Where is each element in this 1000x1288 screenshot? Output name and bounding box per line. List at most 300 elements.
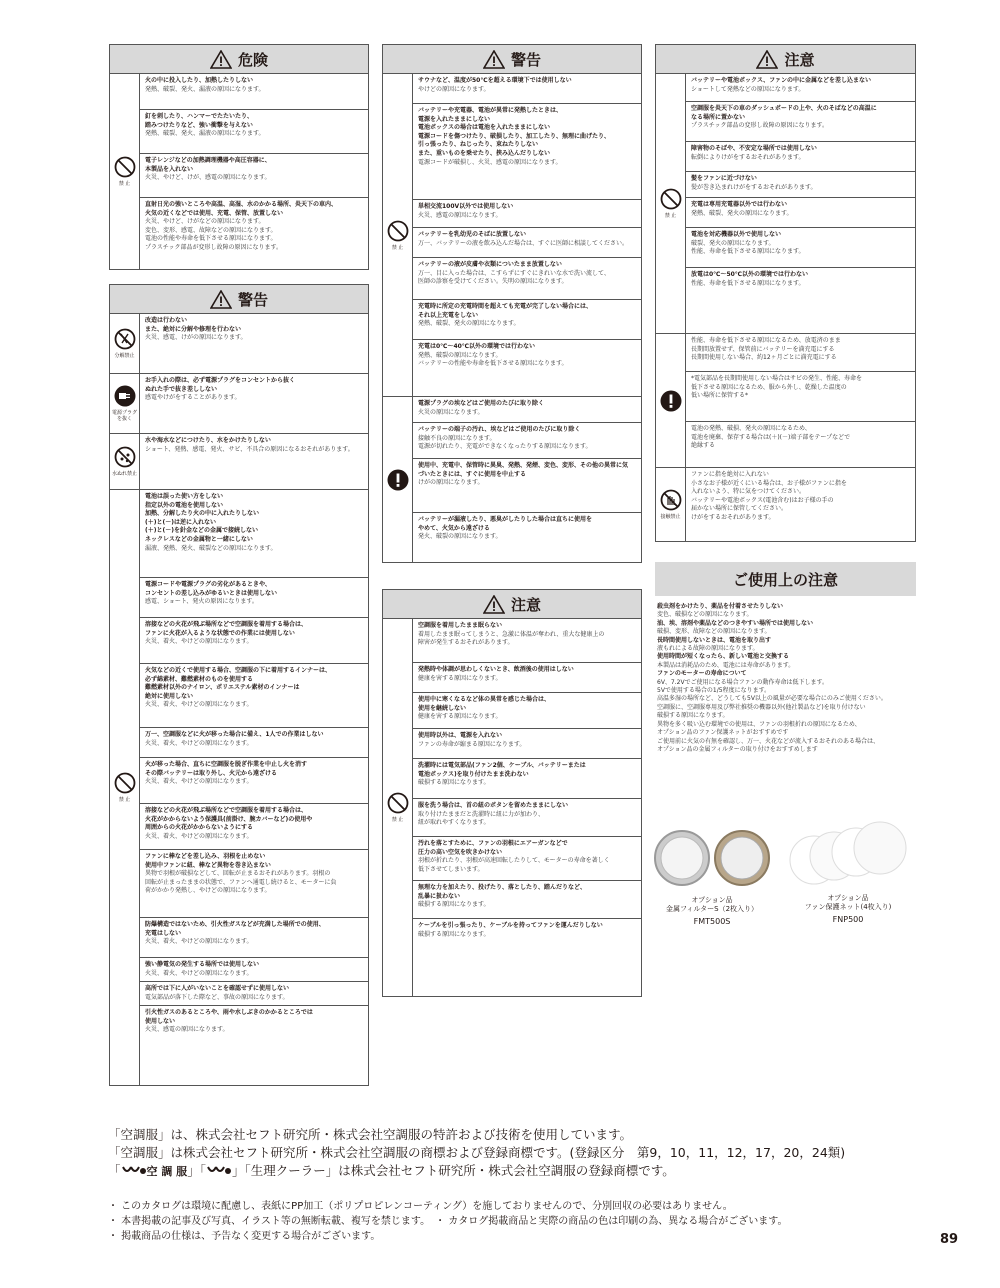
- notice-text: 性能、寿命を低下させる原因になります。: [691, 248, 805, 256]
- notice-text: 長期間使用しない場合、約12ヶ月ごとに満充電にする: [691, 354, 837, 362]
- caution-items-middle: [413, 619, 641, 996]
- notice-item: [686, 198, 915, 228]
- notice-item: [413, 74, 641, 104]
- exclamation-icon: [387, 469, 409, 491]
- notice-item: [413, 881, 641, 919]
- notice-item: [413, 837, 641, 881]
- notice-text: 感電、ショート、発火の原因になります。: [145, 598, 258, 606]
- notice-heading: 無理な力を加えたり、投げたり、落としたり、踏んだりなど、: [418, 884, 587, 891]
- notice-text: 荷がかかり発熱し、やけどの原因になります。: [145, 887, 271, 895]
- notice-heading: 電源コードや電源プラグの劣化があるときや、: [145, 581, 271, 588]
- notice-heading: 髪をファンに近づけない: [691, 175, 757, 182]
- notice-heading: バッテリーが漏液したり、悪臭がしたりした場合は直ちに使用を: [418, 516, 593, 523]
- notice-text: 漏液、発熱、発火、破裂などの原因になります。: [145, 544, 277, 552]
- symbol-label: 禁 止: [118, 181, 131, 187]
- notice-text: 火災、着火、やけどの原因になります。: [145, 701, 253, 709]
- notice-item: [413, 729, 641, 759]
- usage-text: ご使用前に火気の有無を確認し、万一、火花などが流入するおそれのある場合は、: [657, 737, 880, 745]
- notice-item: [413, 663, 641, 693]
- warning-triangle-icon: [210, 50, 232, 69]
- notice-text: 羽根が折れたり、羽根が高速回転したりして、モーターの寿命を著しく: [418, 857, 610, 865]
- notice-heading: 電子レンジなどの加熱調理機器や高圧容器に、: [145, 157, 271, 164]
- danger-section: [109, 74, 369, 270]
- notice-text: ファンの寿命が縮まる原因になります。: [418, 740, 526, 748]
- col-right: [655, 44, 916, 542]
- notice-heading: 引火性ガスのあるところや、雨や水しぶきのかかるところでは: [145, 1009, 313, 1016]
- prohibited-symbol: [110, 74, 140, 269]
- notice-heading: 火気などの近くで使用する場合、空調服の下に着用するインナーは、: [145, 667, 332, 674]
- notice-item: [686, 172, 915, 198]
- symbol-label: 禁 止: [391, 244, 404, 251]
- notice-text: ショートして発熱などの原因になります。: [691, 85, 805, 93]
- notice-heading: バッテリーや充電器、電池が異常に発熱したときは、: [418, 107, 563, 114]
- notice-heading: 改造は行わない: [145, 317, 188, 324]
- notice-heading: 空調服を炎天下の車のダッシュボードの上や、火のそばなどの高温に: [691, 105, 877, 112]
- notice-heading: 周囲からの火花がかからないようにする: [145, 824, 254, 832]
- notice-item: [140, 664, 368, 728]
- no-water-icon: [114, 446, 136, 468]
- option-label: オプション品: [827, 894, 869, 902]
- notice-item: [140, 490, 368, 578]
- notice-heading: ファンに火花が入るような状態での作業には使用しない: [145, 629, 295, 637]
- notice-text: 火災、着火、やけどの原因になります。: [145, 938, 253, 946]
- usage-title: ご使用上の注意: [655, 562, 916, 596]
- notice-text: 発熱、破裂の原因になります。: [418, 351, 502, 359]
- notice-text: *電気部品を長期間使用しない場合はサビの発生、性能、寿命を: [691, 375, 863, 382]
- notice-text: 小さなお子様が近くにいる場合は、お子様がファンに指を: [691, 479, 847, 487]
- metal-filter-image: [650, 828, 774, 888]
- notice-heading: 踏みつけたりなど、強い衝撃を与えない: [145, 121, 253, 129]
- notice-text: 火災、やけど、けが、感電の原因になります。: [145, 174, 271, 182]
- notice-heading: 充電はしない: [145, 929, 182, 937]
- notice-item: [413, 513, 641, 563]
- notice-heading: 電源プラグの埃などはご使用のたびに取り除く: [418, 400, 545, 407]
- notice-heading: 火の中に投入したり、加熱したりしない: [145, 77, 254, 84]
- usage-heading: 使用時間が短くなったら、新しい電池と交換する: [657, 653, 790, 661]
- notice-text: 破裂、発火の原因になります。: [691, 239, 775, 247]
- notice-text: けがの原因になります。: [418, 479, 484, 487]
- notice-item: [413, 340, 641, 397]
- notice-item: [140, 918, 368, 958]
- usage-text: 液もれによる故障の原因になります。: [657, 645, 759, 653]
- mandatory-symbol: [383, 397, 413, 562]
- notice-heading: サウナなど、温度が50℃を超える環境下では使用しない: [418, 77, 572, 84]
- notice-item: [686, 268, 915, 294]
- notice-text: 火災、着火、やけどの原因になります。: [145, 778, 253, 786]
- notice-heading: また、重いものを乗せたり、挟み込んだりしない: [418, 149, 551, 157]
- prohibited-icon: [660, 188, 682, 210]
- notice-item: [686, 102, 915, 142]
- notice-text: 障害が発生するおそれがあります。: [418, 639, 514, 647]
- notice-text: 火災、着火、やけどの原因になります。: [145, 832, 253, 840]
- notice-heading: 難燃素材以外のナイロン、ポリエステル素材のインナーは: [145, 684, 300, 692]
- notice-heading: 使用しない: [145, 1017, 176, 1025]
- notice-text: 取り付けたままだと洗濯時に紐に力が加わり、: [418, 810, 545, 818]
- caution-header-middle: [382, 589, 642, 619]
- notice-text: 髪が巻き込まれけがをするおそれがあります。: [691, 183, 817, 191]
- notice-text: バッテリーの性能や寿命を低下させる原因になります。: [418, 360, 568, 368]
- unplug-section: [109, 374, 369, 434]
- notice-item: [140, 758, 368, 804]
- notice-item: [140, 198, 368, 270]
- notice-heading: 火気の近くなどでは使用、充電、保管、放置しない: [145, 209, 284, 217]
- notice-heading: 電源コードを傷つけたり、破損したり、加工したり、無理に曲げたり、: [418, 132, 611, 140]
- notice-heading: 高所では下に人がいないことを確認せずに使用しない: [145, 985, 290, 992]
- usage-body: [655, 596, 916, 761]
- usage-heading: ファンのモーターの寿命について: [657, 670, 747, 678]
- notice-item: [140, 850, 368, 918]
- kuchofuku-logo-mark-icon: [206, 1165, 232, 1176]
- usage-text: 高温多湿の場所など、どうしても5V以上の風量が必要な場合にのみご使用ください。: [657, 695, 887, 703]
- option-code: FMT500S: [693, 917, 731, 926]
- notice-text: 低下させてしまいます。: [418, 865, 484, 873]
- notice-item: [140, 618, 368, 664]
- notice-item: [413, 919, 641, 945]
- notice-heading: 防爆構造ではないため、引火性ガスなどが充満した場所での使用、: [145, 921, 325, 928]
- no-water-section: [109, 434, 369, 490]
- notice-heading: 電池は誤った使い方をしない: [145, 493, 224, 500]
- notice-item: [686, 468, 915, 542]
- warning-items-middle-2: [413, 397, 641, 562]
- notice-text: 電池の発熱、破損、発火の原因になるため、: [691, 425, 811, 432]
- notice-text: 異物で羽根が破損などして、回転が止まるおそれがあります。羽根の: [145, 870, 331, 878]
- prohibited-symbol: [656, 74, 686, 333]
- notice-item: [686, 372, 915, 422]
- danger-header: [109, 44, 369, 74]
- caution-items-right-2: [686, 334, 915, 467]
- notice-item: [140, 374, 368, 434]
- notice-item: [413, 423, 641, 459]
- catalog-notes: [108, 1199, 787, 1244]
- notice-heading: 充電時に所定の充電時間を超えても充電が完了しない場合には、: [418, 303, 593, 310]
- notice-heading: 溶接などの火花が飛ぶ場所などで空調服を着用する場合は、: [145, 807, 308, 814]
- notice-item: [686, 228, 915, 268]
- notice-heading: また、絶対に分解や修理を行わない: [145, 325, 242, 333]
- kuchofuku-logo-icon: [121, 1165, 147, 1176]
- notice-heading: 使用時以外は、電源を入れない: [418, 732, 503, 739]
- warning-items-2: [140, 374, 368, 433]
- notice-heading: 溶接などの火花が飛ぶ場所などで空調服を着用する場合は、: [145, 621, 308, 628]
- notice-heading: 水や海水などにつけたり、水をかけたりしない: [145, 437, 271, 444]
- notice-heading: 充電は専用充電器以外では行わない: [691, 201, 788, 208]
- notice-text: 火災の原因になります。: [418, 408, 484, 416]
- notice-heading: バッテリーの端子の汚れ、埃などはご使用のたびに取り除く: [418, 426, 581, 433]
- warning-triangle-icon: [483, 50, 505, 69]
- notice-heading: 引っ張ったり、ねじったり、束ねたりしない: [418, 141, 539, 149]
- notice-heading: なる場所に置かない: [691, 113, 746, 121]
- notice-heading: 服を洗う場合は、首の紐のボタンを留めたままにしない: [418, 802, 569, 809]
- notice-heading: 火花がかからないよう保護具(前掛け、腕カバーなど)の使用や: [145, 815, 313, 823]
- notice-heading: 乱暴に扱わない: [418, 892, 461, 900]
- no-disassembly-symbol: [110, 314, 140, 373]
- notice-heading: 強い静電気の発生する場所では使用しない: [145, 961, 260, 968]
- notice-heading: 洗濯時には電気部品(ファン2個、ケーブル、バッテリーまたは: [418, 762, 586, 769]
- unplug-icon: [114, 385, 136, 407]
- notice-text: 火災、着火、やけどの原因になります。: [145, 739, 253, 747]
- usage-text: オプション品のファン保護ネットがおすすめです: [657, 729, 789, 737]
- warning-header-left: [109, 284, 369, 314]
- warning-triangle-icon: [756, 50, 778, 69]
- kuchofuku-logo-text: 空 調 服: [146, 1165, 188, 1178]
- caution-title: 注意: [510, 595, 541, 614]
- notice-text: 医師の診察を受けてください。失明の原因になります。: [418, 278, 568, 286]
- mandatory-section-middle: [382, 397, 642, 563]
- notice-text: 火災、感電の原因になります。: [145, 1026, 229, 1034]
- usage-text: 5Vで使用する場合の1/5程度になります。: [657, 687, 771, 695]
- warning-title: 警告: [237, 290, 268, 309]
- notice-heading: 使用中ファンに紐、棒など異物を巻き込まない: [145, 861, 271, 869]
- notice-text: 発熱、破裂、発火の原因になります。: [418, 320, 520, 328]
- notice-text: 感電やけがをすることがあります。: [145, 394, 241, 402]
- notice-item: [413, 200, 641, 228]
- no-disassembly-section: [109, 314, 369, 374]
- notice-item: [413, 759, 641, 799]
- notice-text: 回転が止まったままの状態で、ファンへ通電し続けると、モーターに負: [145, 878, 337, 886]
- notice-item: [140, 110, 368, 154]
- symbol-label: 水ぬれ禁止: [111, 471, 137, 477]
- usage-text: 6V、7.2Vでご使用になる場合ファンの動作寿命は低下します。: [657, 678, 828, 686]
- mandatory-section-right: [655, 334, 916, 468]
- notice-text: 着用したまま眠ってしまうと、急激に体温が奪われ、重大な健康上の: [418, 630, 605, 638]
- usage-text: 破損、変形、故障などの原因になります。: [657, 628, 771, 636]
- trademark-line-3: 「 空 調 服」「 」「生理クーラー」は株式会社セフト研究所・株式会社空調服の登録商標です。: [108, 1163, 675, 1178]
- no-touch-symbol: [656, 468, 686, 541]
- notice-item: [140, 982, 368, 1006]
- notice-text: 電気部品が落下した際など、事故の原因になります。: [145, 993, 289, 1001]
- fan-net-image: [784, 820, 912, 888]
- warning-items-4: [140, 490, 368, 1085]
- notice-text: 万一、バッテリーの液を飲み込んだ場合は、すぐに医師に相談してください。: [418, 239, 629, 247]
- notice-text: 転倒によりけがをするおそれがあります。: [691, 153, 805, 161]
- no-water-symbol: [110, 434, 140, 489]
- prohibited-symbol: [110, 490, 140, 1085]
- notice-text: 発熱、破裂、発火の原因になります。: [691, 209, 793, 217]
- option-name: ファン保護ネット(4枚入り): [804, 903, 892, 911]
- notice-item: [140, 434, 368, 490]
- notice-text: 紐が取れやすくなります。: [418, 819, 490, 827]
- notice-text: 絶縁する: [691, 442, 716, 450]
- trademark-line-3-text: 」「生理クーラー」は株式会社セフト研究所・株式会社空調服の登録商標です。: [231, 1163, 675, 1178]
- symbol-label: 電源プラグを抜く: [111, 410, 137, 422]
- unplug-symbol: [110, 374, 140, 433]
- exclamation-icon: [660, 390, 682, 412]
- mandatory-symbol: [656, 334, 686, 467]
- symbol-label: 分解禁止: [114, 353, 135, 359]
- notice-text: 火災、着火、やけどの原因になります。: [145, 969, 253, 977]
- notice-heading: 電池ボックスの場合は電池を入れたままにしない: [418, 124, 550, 132]
- notice-heading: 万一、空調服などに火が移った場合に備え、1人での作業はしない: [145, 731, 324, 738]
- notice-heading: 釘を刺したり、ハンマーでたたいたり、: [145, 113, 254, 120]
- symbol-label: 禁 止: [664, 213, 677, 219]
- warning-items-1: [140, 314, 368, 373]
- warning-items-middle-1: [413, 74, 641, 396]
- notice-heading: その際バッテリーは取り外し、火元から遠ざける: [145, 769, 278, 777]
- option-code: FNP500: [832, 915, 864, 924]
- notice-heading: (＋)と(－)は逆に入れない: [145, 518, 216, 526]
- notice-heading: 放電は0℃～50℃以外の環境では行わない: [691, 271, 809, 278]
- notice-text: 火災、感電の原因になります。: [418, 211, 502, 219]
- notice-text: 破損する原因になります。: [418, 779, 490, 787]
- notice-text: 届かない場所に保管してください。: [691, 505, 788, 513]
- usage-text: 空調服に、空調服専用及び弊社推奨の機器以外(他社製品など)を取り付けない: [657, 703, 866, 711]
- usage-text: 異物を多く吸い込む環境での使用は、ファンの羽根折れの原因になるため、: [657, 720, 861, 728]
- notice-text: プラスチック部品の変形し故障の原因になります。: [691, 122, 829, 130]
- catalog-note-1: ・ このカタログは環境に配慮し、表紙にPP加工（ポリプロピレンコーティング）を施しておりませんので、分別回収の必要はありません。: [108, 1201, 733, 1212]
- warning-header-middle: [382, 44, 642, 74]
- notice-text: 健康を害する原因になります。: [418, 713, 502, 721]
- option-label: オプション品: [691, 896, 733, 904]
- prohibited-section-right: [655, 74, 916, 334]
- notice-heading: 火が移った場合、直ちに空調服を脱ぎ作業を中止し火を消す: [145, 761, 308, 768]
- no-touch-hand-icon: [660, 489, 682, 511]
- catalog-note-2: ・ 本書掲載の記事及び写真、イラスト等の無断転載、複写を禁じます。 ・ カタログ掲載商品と実際の商品の色は印刷の為、異なる場合がございます。: [108, 1216, 788, 1227]
- notice-heading: (＋)と(－)を針金などの金属で接続しない: [145, 527, 258, 535]
- notice-text: ファンに指を絶対に入れない: [691, 471, 769, 478]
- notice-item: [413, 397, 641, 423]
- notice-heading: ネックレスなどの金属物と一緒にしない: [145, 535, 253, 543]
- option-fan-net: [784, 820, 912, 926]
- notice-text: バッテリーや電池ボックス(電池含む)はお子様の手の: [691, 496, 834, 504]
- notice-item: [140, 154, 368, 198]
- prohibited-icon: [114, 772, 136, 794]
- trademark-line-1: 「空調服」は、株式会社セフト研究所・株式会社空調服の特許および技術を使用しています。: [108, 1127, 633, 1142]
- notice-text: 電源コードが破損し、火災、感電の原因になります。: [418, 158, 562, 166]
- notice-heading: 充電は0℃～40℃以外の環境では行わない: [418, 343, 536, 350]
- notice-item: [140, 1006, 368, 1046]
- notice-text: 性能、寿命を低下させる原因になるため、放電済のまま: [691, 337, 841, 344]
- notice-item: [413, 693, 641, 729]
- usage-heading: 油、埃、溶剤や薬品などのつきやすい場所では使用しない: [657, 619, 814, 627]
- notice-text: けがをするおそれがあります。: [691, 513, 775, 521]
- notice-item: [140, 74, 368, 110]
- notice-item: [413, 300, 641, 340]
- notice-item: [686, 142, 915, 172]
- notice-item: [140, 958, 368, 982]
- usage-text: 変色、破損などの原因になります。: [657, 611, 753, 619]
- notice-text: 電池の性能や寿命を低下させる原因になります。: [145, 235, 277, 243]
- prohibited-section-left: [109, 490, 369, 1086]
- notice-heading: コンセントの差し込みがゆるいときは使用しない: [145, 589, 278, 597]
- notice-text: 性能、寿命を低下させる原因になります。: [691, 279, 805, 287]
- warning-triangle-icon: [483, 595, 505, 614]
- warning-items-3: [140, 434, 368, 489]
- notice-heading: 使用を継続しない: [418, 704, 467, 712]
- no-disassembly-icon: [114, 328, 136, 350]
- notice-item: [686, 334, 915, 372]
- option-metal-filter: [648, 828, 776, 928]
- trademark-line-2: 「空調服」は株式会社セフト研究所・株式会社空調服の商標および登録商標です。(登録区分 第9，10，11，12，17，20，24類): [108, 1145, 846, 1160]
- notice-text: 発熱、破裂、発火、漏液の原因になります。: [145, 130, 265, 138]
- notice-heading: 電池ボックス)を取り付けたまま洗わない: [418, 770, 529, 778]
- usage-heading: 長時間使用しないときは、電池を取り出す: [657, 636, 772, 644]
- notice-item: [140, 578, 368, 618]
- warning-title: 警告: [510, 50, 541, 69]
- notice-heading: ケーブルを引っ張ったり、ケーブルを持ってファンを運んだりしない: [418, 922, 603, 929]
- notice-heading: 電源を入れたままにしない: [418, 115, 491, 123]
- prohibited-symbol: [383, 74, 413, 396]
- notice-text: プラスチック部品が変形し故障の原因になります。: [145, 243, 283, 251]
- notice-heading: 加熱、分解したり火の中に入れたりしない: [145, 510, 260, 518]
- notice-heading: 障害物のそばや、不安定な場所では使用しない: [691, 145, 817, 152]
- caution-items-right-3: [686, 468, 915, 541]
- notice-text: 接触不良の原因になります。: [418, 434, 496, 442]
- notice-item: [686, 422, 915, 468]
- warning-triangle-icon: [210, 290, 232, 309]
- notice-item: [686, 74, 915, 102]
- option-name: 金属フィルターS（2枚入り）: [665, 905, 759, 913]
- notice-text: 破損する原因になります。: [418, 930, 490, 938]
- usage-heading: 殺虫剤をかけたり、薬品を付着させたりしない: [657, 603, 784, 610]
- notice-text: 火災、着火、やけどの原因になります。: [145, 638, 253, 646]
- notice-item: [413, 228, 641, 258]
- notice-heading: 本製品を入れない: [145, 165, 194, 173]
- notice-heading: 使用中、充電中、保管時に異臭、発熱、発煙、変色、変形、その他の異常に気: [418, 462, 629, 469]
- notice-text: 健康を害する原因になります。: [418, 674, 502, 682]
- notice-heading: やめて、火気から遠ざける: [418, 524, 490, 532]
- notice-item: [140, 314, 368, 374]
- notice-text: 破損する原因になります。: [418, 901, 490, 909]
- prohibited-section-middle: [382, 74, 642, 397]
- notice-heading: 圧力の高い空気を吹きかけない: [418, 848, 503, 856]
- notice-item: [413, 258, 641, 300]
- notice-heading: ファンに棒などを差し込み、羽根を止めない: [145, 853, 266, 860]
- col-middle: [382, 44, 642, 997]
- notice-item: [140, 804, 368, 850]
- caution-section-middle: [382, 619, 642, 997]
- notice-heading: 直射日光の強いところや高温、高湿、水のかかる場所、炎天下の車内、: [145, 201, 338, 208]
- notice-item: [413, 799, 641, 837]
- notice-heading: 単相交流100V以外では使用しない: [418, 203, 514, 210]
- notice-text: ショート、発熱、感電、発火、サビ、不具合の原因になるおそれがあります。: [145, 445, 354, 453]
- notice-heading: ぬれた手で抜き差ししない: [145, 385, 218, 393]
- symbol-label: 禁 止: [391, 817, 404, 823]
- usage-text: 本製品は消耗品のため、電池には寿命があります。: [657, 661, 795, 669]
- danger-items: [140, 74, 368, 269]
- no-touch-section: [655, 468, 916, 542]
- notice-heading: それ以上充電をしない: [418, 311, 479, 319]
- symbol-label: 禁 止: [118, 797, 131, 803]
- notice-text: 低い場所に保管する*: [691, 392, 749, 400]
- trademark-notes: [108, 1126, 845, 1181]
- notice-heading: 空調服を着用したまま眠らない: [418, 622, 503, 629]
- caution-header-right: [655, 44, 916, 74]
- notice-heading: お手入れの際は、必ず電源プラグをコンセントから抜く: [145, 377, 296, 384]
- notice-heading: 汚れを落とすために、ファンの羽根にエアーガンなどで: [418, 840, 568, 847]
- catalog-note-3: ・ 掲載商品の仕様は、予告なく変更する場合がございます。: [108, 1231, 381, 1242]
- notice-text: 低下させる原因になるため、服から外し、乾燥した温度の: [691, 383, 847, 391]
- notice-heading: バッテリーや電池ボックス、ファンの中に金属などを差し込まない: [691, 77, 872, 84]
- notice-item: [413, 104, 641, 200]
- usage-notes: [655, 562, 916, 761]
- page-number: 89: [940, 1232, 959, 1247]
- usage-text: オプション品の金属フィルターの取り付けをおすすめします: [657, 745, 818, 753]
- notice-text: 変色、変形、感電、故障などの原因になります。: [145, 226, 277, 234]
- caution-items-right-1: [686, 74, 915, 333]
- notice-item: [413, 459, 641, 513]
- notice-item: [140, 728, 368, 758]
- prohibited-symbol: [383, 619, 413, 996]
- notice-item: [413, 619, 641, 663]
- notice-heading: 使用中に寒くなるなど体の異常を感じた場合は、: [418, 696, 551, 703]
- notice-heading: 必ず綿素材、難燃素材のものを使用する: [145, 675, 254, 683]
- notice-text: 火災、感電、けがの原因になります。: [145, 334, 247, 342]
- notice-heading: バッテリーを乳幼児のそばに放置しない: [418, 231, 527, 238]
- notice-heading: 絶対に使用しない: [145, 692, 194, 700]
- symbol-label: 接触禁止: [660, 514, 681, 520]
- notice-text: 発熱、破裂、発火、漏液の原因になります。: [145, 85, 265, 93]
- prohibited-icon: [387, 220, 409, 242]
- notice-heading: づいたときには、すぐに使用を中止する: [418, 470, 527, 478]
